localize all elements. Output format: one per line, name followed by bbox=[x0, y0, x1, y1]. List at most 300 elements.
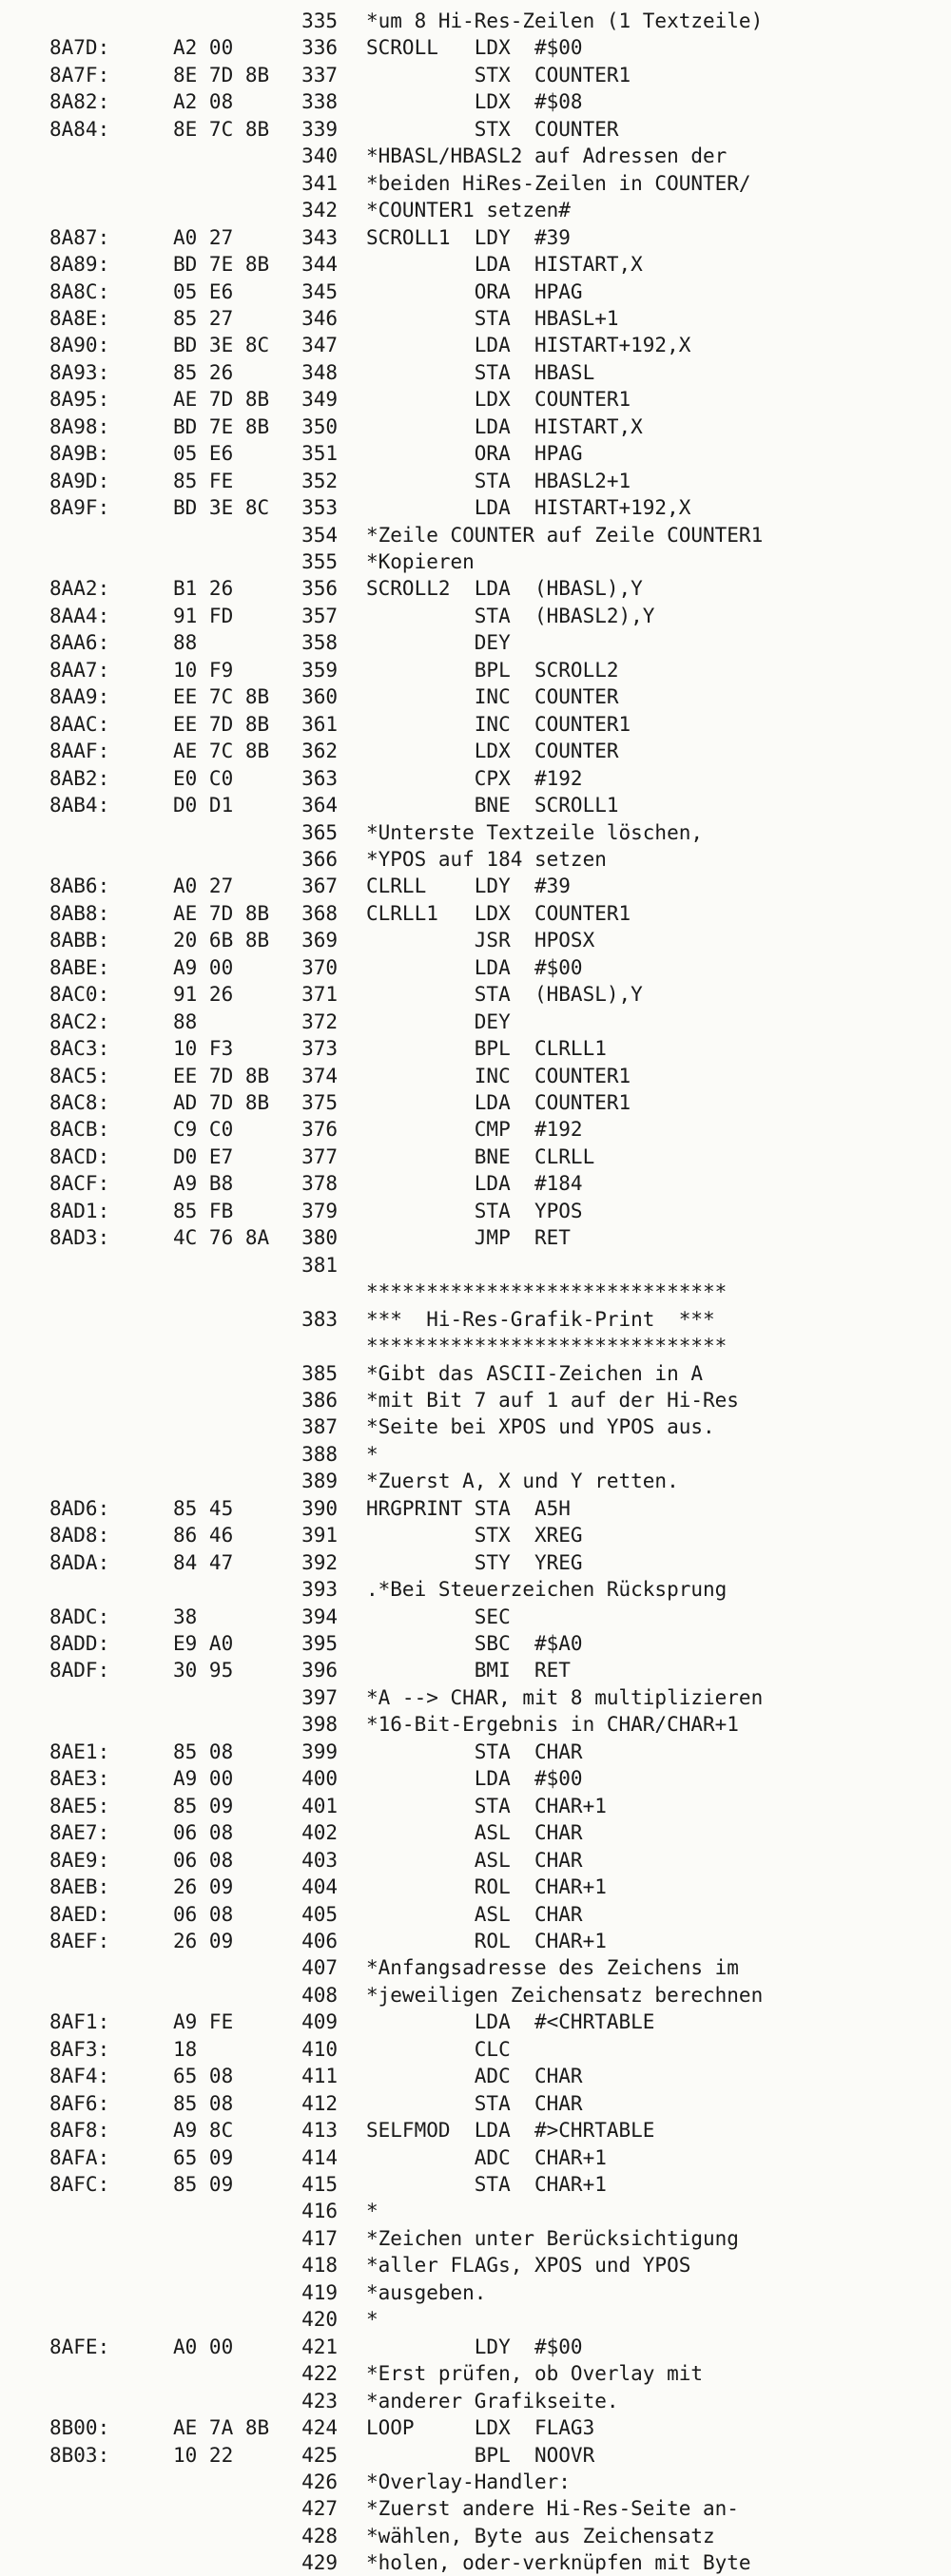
line-address: 8A93: bbox=[49, 360, 110, 384]
line-number: 416 bbox=[301, 2200, 338, 2223]
line-bytes: E9 A0 bbox=[173, 1632, 234, 1655]
line-number: 356 bbox=[301, 577, 338, 601]
line-address: 8ABE: bbox=[49, 955, 110, 979]
line-source: STA HBASL2+1 bbox=[366, 469, 631, 492]
line-number: 366 bbox=[301, 847, 338, 871]
line-number: 350 bbox=[301, 414, 338, 438]
line-source: DEY bbox=[366, 1009, 511, 1033]
line-address: 8AA7: bbox=[49, 658, 110, 682]
line-bytes: BD 3E 8C bbox=[173, 334, 270, 357]
line-address: 8AC5: bbox=[49, 1064, 110, 1087]
line-address: 8AE7: bbox=[49, 1821, 110, 1845]
line-source: ASL CHAR bbox=[366, 1902, 583, 1926]
line-number: 415 bbox=[301, 2173, 338, 2196]
line-bytes: 05 E6 bbox=[173, 442, 234, 466]
line-number: 414 bbox=[301, 2145, 338, 2169]
line-address: 8AC3: bbox=[49, 1037, 110, 1061]
line-number: 377 bbox=[301, 1144, 338, 1168]
line-number: 342 bbox=[301, 199, 338, 222]
line-bytes: 85 FB bbox=[173, 1199, 234, 1222]
line-source: STA CHAR+1 bbox=[366, 2173, 607, 2196]
line-address: 8ADD: bbox=[49, 1632, 110, 1655]
line-source: STA CHAR+1 bbox=[366, 1794, 607, 1817]
line-number: 428 bbox=[301, 2524, 338, 2547]
line-number: 343 bbox=[301, 225, 338, 249]
line-number: 352 bbox=[301, 469, 338, 492]
line-bytes: A0 27 bbox=[173, 225, 234, 249]
line-number: 347 bbox=[301, 334, 338, 357]
line-source: JSR HPOSX bbox=[366, 929, 595, 952]
line-source: *Kopieren bbox=[366, 550, 475, 573]
line-number: 400 bbox=[301, 1767, 338, 1791]
line-address: 8ABB: bbox=[49, 929, 110, 952]
line-source: SCROLL1 LDY #39 bbox=[366, 225, 571, 249]
line-number: 361 bbox=[301, 712, 338, 736]
line-source: INC COUNTER1 bbox=[366, 1064, 631, 1087]
line-source: LDA #$00 bbox=[366, 1767, 583, 1791]
line-bytes: 85 45 bbox=[173, 1496, 234, 1520]
line-bytes: AE 7C 8B bbox=[173, 740, 270, 763]
line-bytes: 06 08 bbox=[173, 1821, 234, 1845]
line-address: 8AB4: bbox=[49, 794, 110, 817]
line-bytes: A9 00 bbox=[173, 955, 234, 979]
line-source: CPX #192 bbox=[366, 766, 583, 790]
line-source: STA YPOS bbox=[366, 1199, 583, 1222]
line-bytes: 85 09 bbox=[173, 1794, 234, 1817]
line-source: BNE CLRLL bbox=[366, 1144, 595, 1168]
line-bytes: 10 F9 bbox=[173, 658, 234, 682]
line-number: 401 bbox=[301, 1794, 338, 1817]
line-bytes: 85 FE bbox=[173, 469, 234, 492]
line-number: 353 bbox=[301, 496, 338, 520]
line-bytes: AE 7D 8B bbox=[173, 901, 270, 925]
line-address: 8A82: bbox=[49, 90, 110, 114]
line-number: 359 bbox=[301, 658, 338, 682]
line-source: BNE SCROLL1 bbox=[366, 794, 619, 817]
line-number: 354 bbox=[301, 523, 338, 547]
line-bytes: 06 08 bbox=[173, 1848, 234, 1872]
line-source: *aller FLAGs, XPOS und YPOS bbox=[366, 2254, 691, 2278]
line-bytes: BD 7E 8B bbox=[173, 253, 270, 277]
line-source: *Overlay-Handler: bbox=[366, 2470, 571, 2493]
line-number: 379 bbox=[301, 1199, 338, 1222]
line-bytes: AE 7D 8B bbox=[173, 388, 270, 412]
line-number: 422 bbox=[301, 2362, 338, 2386]
line-address: 8AFA: bbox=[49, 2145, 110, 2169]
line-address: 8B00: bbox=[49, 2416, 110, 2440]
line-address: 8AC8: bbox=[49, 1091, 110, 1114]
line-number: 365 bbox=[301, 820, 338, 844]
line-address: 8AB6: bbox=[49, 875, 110, 898]
line-number: 371 bbox=[301, 983, 338, 1007]
line-source: SELFMOD LDA #>CHRTABLE bbox=[366, 2119, 655, 2143]
line-source: ****************************** bbox=[366, 1280, 728, 1304]
line-bytes: 30 95 bbox=[173, 1659, 234, 1682]
line-address: 8A8C: bbox=[49, 279, 110, 303]
line-number: 408 bbox=[301, 1983, 338, 2007]
line-source: *holen, oder-verknüpfen mit Byte bbox=[366, 2551, 751, 2575]
line-number: 419 bbox=[301, 2280, 338, 2304]
line-bytes: A9 00 bbox=[173, 1767, 234, 1791]
line-bytes: 05 E6 bbox=[173, 279, 234, 303]
line-number: 373 bbox=[301, 1037, 338, 1061]
line-bytes: 10 22 bbox=[173, 2443, 234, 2467]
line-source: LDY #$00 bbox=[366, 2335, 583, 2358]
line-source: CLC bbox=[366, 2037, 511, 2061]
line-address: 8ACB: bbox=[49, 1118, 110, 1142]
line-bytes: AD 7D 8B bbox=[173, 1091, 270, 1114]
line-source: * bbox=[366, 2200, 378, 2223]
line-source: * bbox=[366, 2308, 378, 2332]
line-number: 420 bbox=[301, 2308, 338, 2332]
line-source: * bbox=[366, 1442, 378, 1466]
line-number: 375 bbox=[301, 1091, 338, 1114]
line-number: 376 bbox=[301, 1118, 338, 1142]
line-number: 351 bbox=[301, 442, 338, 466]
line-address: 8AD1: bbox=[49, 1199, 110, 1222]
line-number: 385 bbox=[301, 1361, 338, 1385]
line-number: 409 bbox=[301, 2010, 338, 2034]
line-address: 8AF4: bbox=[49, 2065, 110, 2088]
line-number: 411 bbox=[301, 2065, 338, 2088]
line-address: 8AF3: bbox=[49, 2037, 110, 2061]
line-source: *beiden HiRes-Zeilen in COUNTER/ bbox=[366, 171, 751, 195]
line-address: 8A90: bbox=[49, 334, 110, 357]
line-source: *anderer Grafikseite. bbox=[366, 2389, 619, 2413]
line-bytes: 26 09 bbox=[173, 1929, 234, 1952]
line-address: 8AED: bbox=[49, 1902, 110, 1926]
line-bytes: A9 8C bbox=[173, 2119, 234, 2143]
line-address: 8AF8: bbox=[49, 2119, 110, 2143]
line-bytes: A9 B8 bbox=[173, 1172, 234, 1196]
line-address: 8AE9: bbox=[49, 1848, 110, 1872]
line-bytes: 91 26 bbox=[173, 983, 234, 1007]
line-bytes: BD 3E 8C bbox=[173, 496, 270, 520]
line-source: CLRLL1 LDX COUNTER1 bbox=[366, 901, 631, 925]
line-address: 8AA6: bbox=[49, 631, 110, 655]
line-address: 8AFE: bbox=[49, 2335, 110, 2358]
line-number: 421 bbox=[301, 2335, 338, 2358]
line-source: ROL CHAR+1 bbox=[366, 1875, 607, 1899]
line-bytes: E0 C0 bbox=[173, 766, 234, 790]
line-bytes: A0 27 bbox=[173, 875, 234, 898]
line-bytes: 20 6B 8B bbox=[173, 929, 270, 952]
line-source: LOOP LDX FLAG3 bbox=[366, 2416, 595, 2440]
line-number: 336 bbox=[301, 36, 338, 60]
line-number: 357 bbox=[301, 604, 338, 627]
line-source: BPL CLRLL1 bbox=[366, 1037, 607, 1061]
line-address: 8B03: bbox=[49, 2443, 110, 2467]
line-bytes: 85 09 bbox=[173, 2173, 234, 2196]
line-source: ADC CHAR bbox=[366, 2065, 583, 2088]
line-address: 8AAF: bbox=[49, 740, 110, 763]
line-address: 8AE5: bbox=[49, 1794, 110, 1817]
line-source: STY YREG bbox=[366, 1550, 583, 1574]
line-bytes: A2 08 bbox=[173, 90, 234, 114]
line-source: *um 8 Hi-Res-Zeilen (1 Textzeile) bbox=[366, 10, 764, 32]
line-address: 8AD3: bbox=[49, 1226, 110, 1250]
line-address: 8AE1: bbox=[49, 1740, 110, 1763]
line-number: 378 bbox=[301, 1172, 338, 1196]
line-number: 417 bbox=[301, 2226, 338, 2250]
line-bytes: D0 E7 bbox=[173, 1144, 234, 1168]
line-bytes: 86 46 bbox=[173, 1524, 234, 1548]
line-address: 8AB2: bbox=[49, 766, 110, 790]
line-source: *Zuerst andere Hi-Res-Seite an- bbox=[366, 2497, 739, 2521]
line-address: 8AA9: bbox=[49, 685, 110, 709]
line-number: 404 bbox=[301, 1875, 338, 1899]
line-address: 8A89: bbox=[49, 253, 110, 277]
line-address: 8ADF: bbox=[49, 1659, 110, 1682]
line-source: STA (HBASL2),Y bbox=[366, 604, 655, 627]
line-source: STA HBASL bbox=[366, 360, 595, 384]
line-number: 427 bbox=[301, 2497, 338, 2521]
line-source: ****************************** bbox=[366, 1335, 728, 1358]
line-bytes: 91 FD bbox=[173, 604, 234, 627]
line-number: 429 bbox=[301, 2551, 338, 2575]
line-source: INC COUNTER1 bbox=[366, 712, 631, 736]
line-number: 339 bbox=[301, 117, 338, 141]
line-bytes: 85 08 bbox=[173, 2091, 234, 2115]
line-source: *** Hi-Res-Grafik-Print *** bbox=[366, 1307, 715, 1331]
line-source: SCROLL LDX #$00 bbox=[366, 36, 583, 60]
line-source: .*Bei Steuerzeichen Rücksprung bbox=[366, 1578, 728, 1602]
line-address: 8A7D: bbox=[49, 36, 110, 60]
line-number: 403 bbox=[301, 1848, 338, 1872]
line-number: 383 bbox=[301, 1307, 338, 1331]
line-source: ORA HPAG bbox=[366, 279, 583, 303]
line-source: STA CHAR bbox=[366, 1740, 583, 1763]
line-address: 8A7F: bbox=[49, 63, 110, 87]
line-source: *A --> CHAR, mit 8 multiplizieren bbox=[366, 1685, 764, 1709]
line-number: 394 bbox=[301, 1605, 338, 1628]
line-number: 395 bbox=[301, 1632, 338, 1655]
line-number: 402 bbox=[301, 1821, 338, 1845]
line-source: BPL SCROLL2 bbox=[366, 658, 619, 682]
line-address: 8A98: bbox=[49, 414, 110, 438]
line-source: ADC CHAR+1 bbox=[366, 2145, 607, 2169]
line-address: 8AEF: bbox=[49, 1929, 110, 1952]
line-bytes: 88 bbox=[173, 1009, 198, 1033]
line-number: 374 bbox=[301, 1064, 338, 1087]
line-number: 396 bbox=[301, 1659, 338, 1682]
line-source: *mit Bit 7 auf 1 auf der Hi-Res bbox=[366, 1388, 739, 1412]
line-address: 8ADA: bbox=[49, 1550, 110, 1574]
line-number: 381 bbox=[301, 1253, 338, 1277]
line-number: 349 bbox=[301, 388, 338, 412]
line-bytes: 10 F3 bbox=[173, 1037, 234, 1061]
line-address: 8AF6: bbox=[49, 2091, 110, 2115]
line-address: 8AFC: bbox=[49, 2173, 110, 2196]
line-bytes: 06 08 bbox=[173, 1902, 234, 1926]
line-source: *Erst prüfen, ob Overlay mit bbox=[366, 2362, 704, 2386]
line-source: STX COUNTER1 bbox=[366, 63, 631, 87]
line-bytes: 8E 7D 8B bbox=[173, 63, 270, 87]
line-address: 8AEB: bbox=[49, 1875, 110, 1899]
line-source: *Gibt das ASCII-Zeichen in A bbox=[366, 1361, 704, 1385]
line-address: 8AAC: bbox=[49, 712, 110, 736]
line-source: STA (HBASL),Y bbox=[366, 983, 643, 1007]
line-address: 8A9B: bbox=[49, 442, 110, 466]
line-address: 8AB8: bbox=[49, 901, 110, 925]
line-source: LDX COUNTER bbox=[366, 740, 619, 763]
line-source: *jeweiligen Zeichensatz berechnen bbox=[366, 1983, 764, 2007]
line-bytes: C9 C0 bbox=[173, 1118, 234, 1142]
line-number: 337 bbox=[301, 63, 338, 87]
line-number: 368 bbox=[301, 901, 338, 925]
line-number: 370 bbox=[301, 955, 338, 979]
line-number: 363 bbox=[301, 766, 338, 790]
line-source: SCROLL2 LDA (HBASL),Y bbox=[366, 577, 643, 601]
line-number: 340 bbox=[301, 144, 338, 168]
line-bytes: A0 00 bbox=[173, 2335, 234, 2358]
line-number: 345 bbox=[301, 279, 338, 303]
line-number: 364 bbox=[301, 794, 338, 817]
line-source: ORA HPAG bbox=[366, 442, 583, 466]
line-source: JMP RET bbox=[366, 1226, 571, 1250]
line-bytes: 88 bbox=[173, 631, 198, 655]
line-number: 341 bbox=[301, 171, 338, 195]
line-source: LDA HISTART+192,X bbox=[366, 334, 691, 357]
line-source: ROL CHAR+1 bbox=[366, 1929, 607, 1952]
line-number: 335 bbox=[301, 10, 338, 32]
line-number: 418 bbox=[301, 2254, 338, 2278]
line-source: LDX #$08 bbox=[366, 90, 583, 114]
line-number: 344 bbox=[301, 253, 338, 277]
line-address: 8A84: bbox=[49, 117, 110, 141]
line-source: LDA HISTART,X bbox=[366, 253, 643, 277]
line-number: 346 bbox=[301, 306, 338, 330]
line-source: STX COUNTER bbox=[366, 117, 619, 141]
line-number: 360 bbox=[301, 685, 338, 709]
line-source: *HBASL/HBASL2 auf Adressen der bbox=[366, 144, 728, 168]
line-source: HRGPRINT STA A5H bbox=[366, 1496, 571, 1520]
line-source: LDA #184 bbox=[366, 1172, 583, 1196]
line-number: 386 bbox=[301, 1388, 338, 1412]
line-source: *Unterste Textzeile löschen, bbox=[366, 820, 704, 844]
line-bytes: 65 08 bbox=[173, 2065, 234, 2088]
line-source: ASL CHAR bbox=[366, 1821, 583, 1845]
line-number: 362 bbox=[301, 740, 338, 763]
line-address: 8AA4: bbox=[49, 604, 110, 627]
line-source: *16-Bit-Ergebnis in CHAR/CHAR+1 bbox=[366, 1713, 739, 1737]
line-source: INC COUNTER bbox=[366, 685, 619, 709]
line-source: *ausgeben. bbox=[366, 2280, 487, 2304]
line-source: *Zeichen unter Berücksichtigung bbox=[366, 2226, 739, 2250]
line-number: 391 bbox=[301, 1524, 338, 1548]
line-source: *wählen, Byte aus Zeichensatz bbox=[366, 2524, 715, 2547]
line-number: 372 bbox=[301, 1009, 338, 1033]
line-source: STA HBASL+1 bbox=[366, 306, 619, 330]
line-number: 426 bbox=[301, 2470, 338, 2493]
line-source: *Anfangsadresse des Zeichens im bbox=[366, 1956, 739, 1980]
line-source: ASL CHAR bbox=[366, 1848, 583, 1872]
line-address: 8ACF: bbox=[49, 1172, 110, 1196]
line-number: 348 bbox=[301, 360, 338, 384]
line-number: 393 bbox=[301, 1578, 338, 1602]
line-source: BPL NOOVR bbox=[366, 2443, 595, 2467]
line-address: 8A9D: bbox=[49, 469, 110, 492]
line-bytes: 18 bbox=[173, 2037, 198, 2061]
line-number: 412 bbox=[301, 2091, 338, 2115]
line-number: 397 bbox=[301, 1685, 338, 1709]
line-number: 355 bbox=[301, 550, 338, 573]
line-source: BMI RET bbox=[366, 1659, 571, 1682]
line-address: 8ACD: bbox=[49, 1144, 110, 1168]
line-number: 399 bbox=[301, 1740, 338, 1763]
line-bytes: 8E 7C 8B bbox=[173, 117, 270, 141]
line-bytes: BD 7E 8B bbox=[173, 414, 270, 438]
line-source: SBC #$A0 bbox=[366, 1632, 583, 1655]
line-source: LDA COUNTER1 bbox=[366, 1091, 631, 1114]
line-address: 8A9F: bbox=[49, 496, 110, 520]
line-number: 424 bbox=[301, 2416, 338, 2440]
line-source: *Seite bei XPOS und YPOS aus. bbox=[366, 1415, 715, 1439]
line-source: *COUNTER1 setzen# bbox=[366, 199, 571, 222]
line-number: 423 bbox=[301, 2389, 338, 2413]
line-bytes: 85 27 bbox=[173, 306, 234, 330]
line-bytes: 84 47 bbox=[173, 1550, 234, 1574]
line-bytes: 38 bbox=[173, 1605, 198, 1628]
line-bytes: 4C 76 8A bbox=[173, 1226, 270, 1250]
line-source: SEC bbox=[366, 1605, 511, 1628]
line-bytes: 26 09 bbox=[173, 1875, 234, 1899]
line-number: 405 bbox=[301, 1902, 338, 1926]
line-address: 8AD8: bbox=[49, 1524, 110, 1548]
line-address: 8AF1: bbox=[49, 2010, 110, 2034]
line-number: 369 bbox=[301, 929, 338, 952]
line-source: STX XREG bbox=[366, 1524, 583, 1548]
line-number: 387 bbox=[301, 1415, 338, 1439]
line-source: DEY bbox=[366, 631, 511, 655]
line-bytes: A2 00 bbox=[173, 36, 234, 60]
line-bytes: AE 7A 8B bbox=[173, 2416, 270, 2440]
line-address: 8A95: bbox=[49, 388, 110, 412]
line-source: LDA #$00 bbox=[366, 955, 583, 979]
line-source: CLRLL LDY #39 bbox=[366, 875, 571, 898]
line-source: STA CHAR bbox=[366, 2091, 583, 2115]
line-source: LDA HISTART+192,X bbox=[366, 496, 691, 520]
line-address: 8AC2: bbox=[49, 1009, 110, 1033]
line-number: 413 bbox=[301, 2119, 338, 2143]
line-address: 8AA2: bbox=[49, 577, 110, 601]
line-number: 380 bbox=[301, 1226, 338, 1250]
line-number: 425 bbox=[301, 2443, 338, 2467]
line-source: CMP #192 bbox=[366, 1118, 583, 1142]
line-number: 398 bbox=[301, 1713, 338, 1737]
line-number: 367 bbox=[301, 875, 338, 898]
line-bytes: 65 09 bbox=[173, 2145, 234, 2169]
line-bytes: B1 26 bbox=[173, 577, 234, 601]
line-source: LDX COUNTER1 bbox=[366, 388, 631, 412]
line-source: *YPOS auf 184 setzen bbox=[366, 847, 607, 871]
line-number: 338 bbox=[301, 90, 338, 114]
line-address: 8ADC: bbox=[49, 1605, 110, 1628]
line-bytes: 85 26 bbox=[173, 360, 234, 384]
line-address: 8AC0: bbox=[49, 983, 110, 1007]
line-bytes: D0 D1 bbox=[173, 794, 234, 817]
line-number: 392 bbox=[301, 1550, 338, 1574]
line-source: LDA HISTART,X bbox=[366, 414, 643, 438]
line-address: 8A87: bbox=[49, 225, 110, 249]
line-source: LDA #<CHRTABLE bbox=[366, 2010, 655, 2034]
line-address: 8A8E: bbox=[49, 306, 110, 330]
line-bytes: A9 FE bbox=[173, 2010, 234, 2034]
line-number: 410 bbox=[301, 2037, 338, 2061]
line-source: *Zuerst A, X und Y retten. bbox=[366, 1470, 679, 1493]
line-number: 406 bbox=[301, 1929, 338, 1952]
line-bytes: EE 7C 8B bbox=[173, 685, 270, 709]
